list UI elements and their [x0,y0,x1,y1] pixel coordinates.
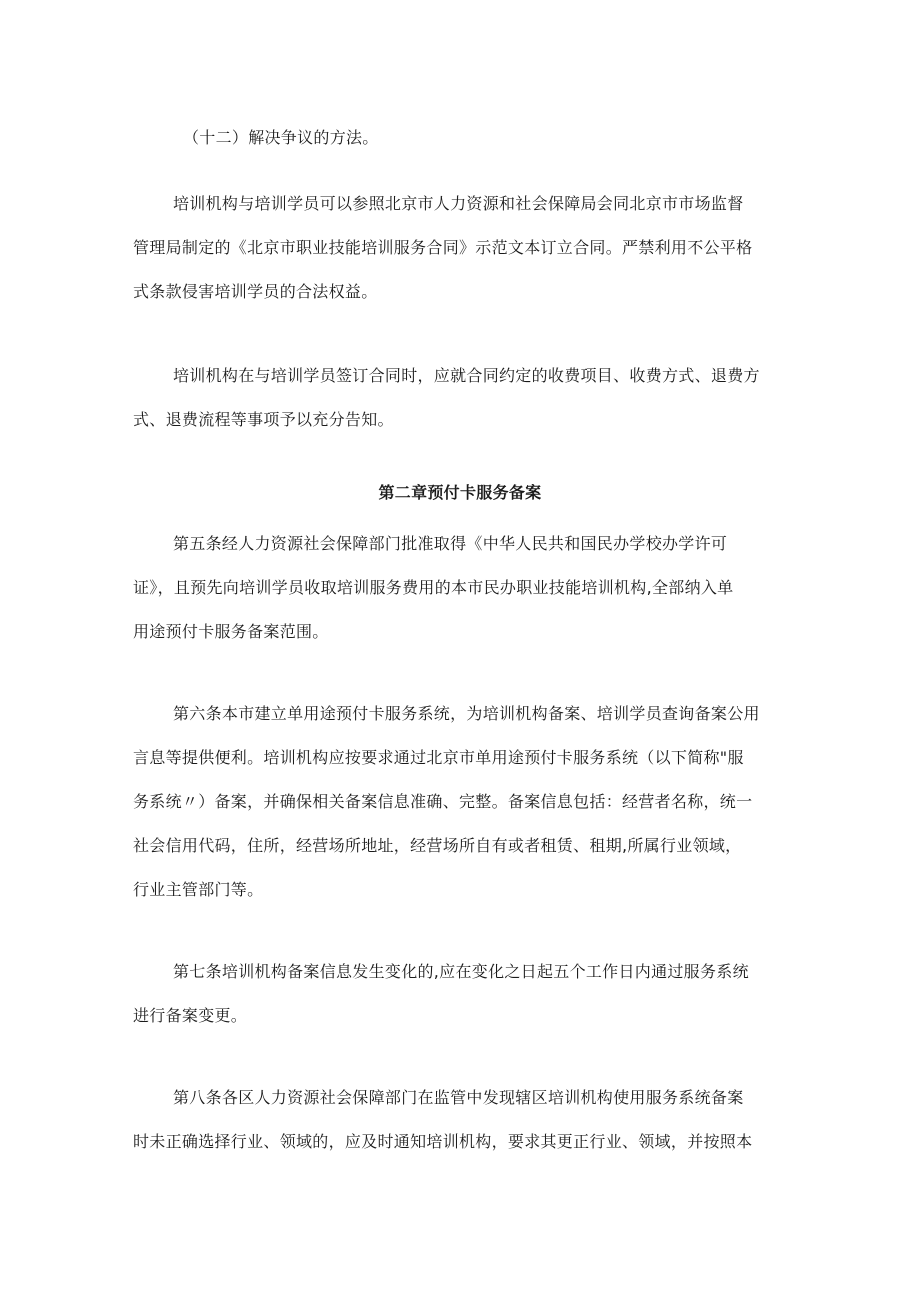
text-line: 社会信用代码，住所，经营场所地址，经营场所自有或者租赁、租期,所属行业领域， [133,836,742,855]
text-line: 言息等提供便利。培训机构应按要求通过北京市单用途预付卡服务系统（以下简称"服 [133,748,744,767]
text-line: （十二）解决争议的方法。 [183,128,379,147]
chapter-2-title: 第二章预付卡服务备案 [378,483,542,502]
text-line: 行业主管部门等。 [133,880,264,899]
text-line: 证》，且预先向培训学员收取培训服务费用的本市民办职业技能培训机构,全部纳入单 [133,578,734,597]
text-line: 用途预付卡服务备案范围。 [133,622,329,641]
paragraph-fee-notice [133,354,783,442]
article-8 [133,1076,783,1164]
text-line: 进行备案变更。 [133,1006,248,1025]
text-line: 培训机构在与培训学员签订合同时，应就合同约定的收费项目、收费方式、退费方 [173,366,760,385]
text-line: 第七条培训机构备案信息发生变化的,应在变化之日起五个工作日内通过服务系统 [173,962,749,981]
text-line: 管理局制定的《北京市职业技能培训服务合同》示范文本订立合同。严禁利用不公平格 [133,238,753,257]
text-line: 第六条本市建立单用途预付卡服务系统，为培训机构备案、培训学员查询备案公用 [173,704,760,723]
text-line: 第五条经人力资源社会保障部门批准取得《中华人民共和国民办学校办学许可 [173,534,728,553]
article-7 [133,950,783,1038]
text-line: 时未正确选择行业、领域的，应及时通知培训机构，要求其更正行业、领域，并按照本 [133,1132,753,1151]
item-12-dispute-resolution [133,116,783,160]
text-line: 式条款侵害培训学员的合法权益。 [133,282,378,301]
paragraph-contract-template [133,182,783,314]
text-line: 第八条各区人力资源社会保障部门在监管中发现辖区培训机构使用服务系统备案 [173,1088,744,1107]
text-line: 式、退费流程等事项予以充分告知。 [133,410,394,429]
article-6 [133,692,783,912]
text-line: 务系统〃）备案，并确保相关备案信息准确、完整。备案信息包括：经营者名称，统一 [133,792,753,811]
text-line: 培训机构与培训学员可以参照北京市人力资源和社会保障局会同北京市市场监督 [173,194,744,213]
article-5 [133,522,783,654]
